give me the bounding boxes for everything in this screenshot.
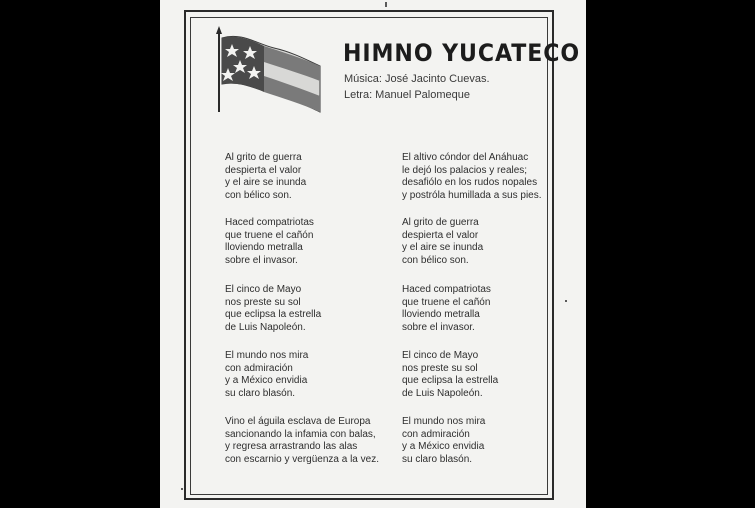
right-stanza-3 <box>402 284 491 334</box>
verse-line: Al grito de guerra <box>225 152 302 163</box>
verse-line: nos preste su sol <box>402 362 478 374</box>
scan-speck <box>181 488 183 490</box>
verse-line: lloviendo metralla <box>402 309 480 321</box>
verse-line: y a México envidia <box>402 441 485 453</box>
left-stanza-5 <box>225 416 379 466</box>
verse-line: de Luis Napoleón. <box>225 321 306 333</box>
verse-line: Haced compatriotas <box>402 284 491 295</box>
verse-line: lloviendo metralla <box>225 242 303 254</box>
verse-line: con escarnio y vergüenza a la vez. <box>225 453 379 465</box>
verse-line: Haced compatriotas <box>225 217 314 228</box>
verse-line: con admiración <box>225 362 293 374</box>
verse-line: con admiración <box>402 428 470 440</box>
right-stanza-5 <box>402 416 485 466</box>
verse-line: de Luis Napoleón. <box>402 387 483 399</box>
verse-line: despierta el valor <box>225 164 302 176</box>
verse-line: y el aire se inunda <box>402 242 484 254</box>
yucatan-flag-icon <box>212 26 324 116</box>
left-stanza-1 <box>225 152 306 202</box>
verse-line: El mundo nos mira <box>402 416 486 427</box>
verse-line: Al grito de guerra <box>402 217 479 228</box>
music-credit: Música: José Jacinto Cuevas. <box>344 73 490 85</box>
verse-line: sobre el invasor. <box>402 321 475 333</box>
scan-speck <box>385 2 387 7</box>
right-stanza-4 <box>402 350 498 400</box>
verse-line: El mundo nos mira <box>225 350 309 361</box>
left-stanza-2 <box>225 217 314 267</box>
verse-line: El altivo cóndor del Anáhuac <box>402 152 529 163</box>
verse-line: sobre el invasor. <box>225 254 298 266</box>
verse-line: y postróla humillada a sus pies. <box>402 189 542 201</box>
verse-line: y regresa arrastrando las alas <box>225 441 358 453</box>
verse-line: su claro blasón. <box>402 453 473 465</box>
page-title: HIMNO YUCATECO <box>343 39 581 67</box>
left-stanza-3 <box>225 284 321 334</box>
verse-line: con bélico son. <box>402 254 469 266</box>
verse-line: El cinco de Mayo <box>225 284 302 295</box>
verse-line: El cinco de Mayo <box>402 350 479 361</box>
left-stanza-4 <box>225 350 308 400</box>
verse-line: que eclipsa la estrella <box>225 309 322 321</box>
verse-line: con bélico son. <box>225 189 292 201</box>
verse-line: despierta el valor <box>402 229 479 241</box>
verse-line: y el aire se inunda <box>225 177 307 189</box>
scan-speck <box>565 300 567 302</box>
verse-line: que truene el cañón <box>225 229 314 241</box>
verse-line: sancionando la infamia con balas, <box>225 428 376 440</box>
right-stanza-1 <box>402 152 542 202</box>
verse-line: que eclipsa la estrella <box>402 375 499 387</box>
verse-line: desafiólo en los rudos nopales <box>402 177 538 189</box>
lyrics-credit: Letra: Manuel Palomeque <box>344 89 470 101</box>
verse-line: Vino el águila esclava de Europa <box>225 416 371 427</box>
right-stanza-2 <box>402 217 483 267</box>
verse-line: le dejó los palacios y reales; <box>402 164 528 176</box>
verse-line: que truene el cañón <box>402 296 491 308</box>
verse-line: nos preste su sol <box>225 296 301 308</box>
verse-line: y a México envidia <box>225 375 308 387</box>
verse-line: su claro blasón. <box>225 387 296 399</box>
